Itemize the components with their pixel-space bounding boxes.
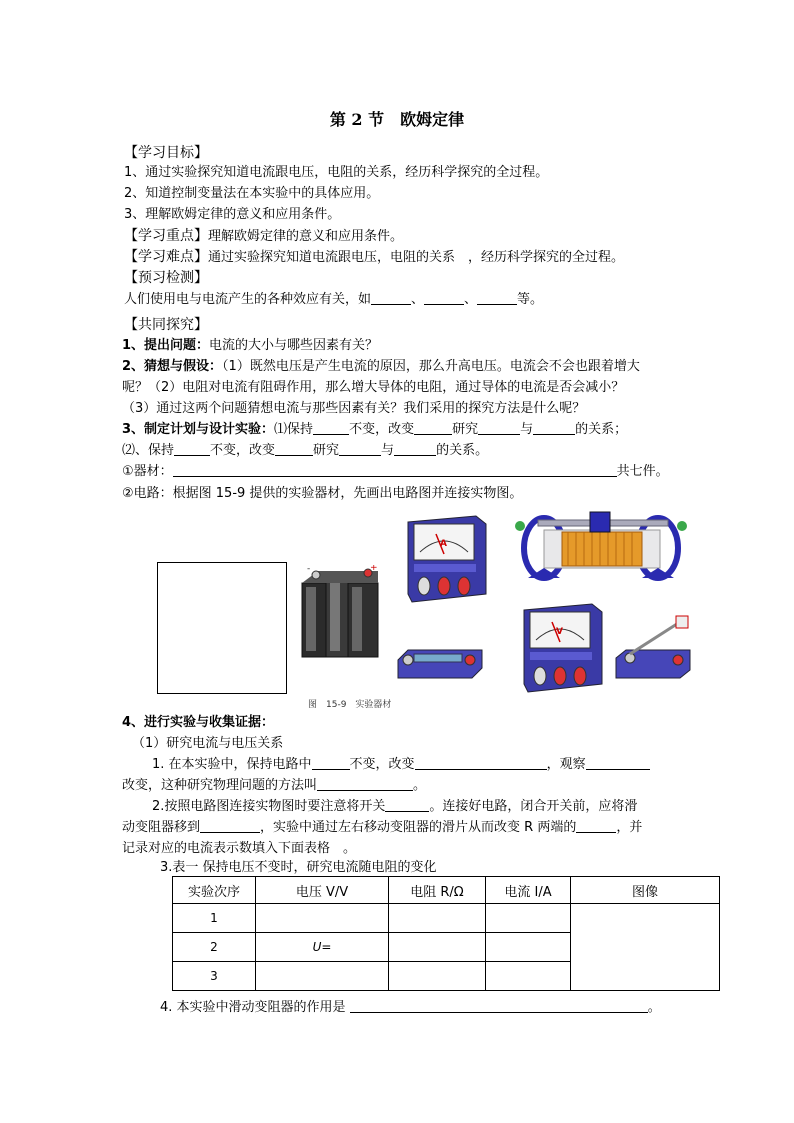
goals-header: 【学习目标】	[124, 145, 208, 161]
text: ①器材：	[122, 464, 173, 479]
text: 的关系；	[575, 422, 628, 437]
table-cell: 1	[173, 904, 256, 933]
text: 与	[381, 443, 395, 458]
blank[interactable]	[533, 420, 575, 435]
text: 。	[413, 778, 427, 793]
step-4-sub-1: （1）研究电流与电压关系	[132, 736, 284, 751]
goal-3: 3、理解欧姆定律的意义和应用条件。	[124, 207, 341, 222]
resistor-icon	[394, 640, 486, 682]
table-cell[interactable]	[486, 962, 571, 991]
blank[interactable]	[312, 755, 350, 770]
text: ，并	[616, 820, 643, 835]
header-cell: 电压 V/V	[256, 877, 389, 904]
separator: 、	[411, 292, 425, 307]
blank[interactable]	[313, 420, 349, 435]
question-2-text: （1）既然电压是产生电流的原因，那么升高电压。电流会不会也跟着增大	[222, 359, 640, 374]
voltmeter-icon	[516, 602, 606, 694]
figure-caption: 图 15-9 实验器材	[308, 700, 392, 710]
header-cell: 电流 I/A	[486, 877, 571, 904]
difficulty-line	[124, 247, 624, 268]
text: 研究	[452, 422, 479, 437]
blank[interactable]	[317, 776, 413, 791]
blank[interactable]	[478, 420, 520, 435]
text: 1. 在本实验中，保持电路中	[152, 757, 312, 772]
paragraph-1	[152, 755, 650, 775]
table-cell: 3	[173, 962, 256, 991]
blank[interactable]	[371, 290, 411, 305]
text: 不变，改变	[210, 443, 276, 458]
text: 研究	[313, 443, 340, 458]
ammeter-icon	[398, 514, 490, 604]
svg-text:-: -	[307, 565, 311, 574]
blank[interactable]	[415, 755, 547, 770]
text: 改变，这种研究物理问题的方法叫	[122, 778, 318, 793]
question-2	[122, 357, 640, 377]
question-1	[122, 336, 378, 356]
paragraph-1-cont	[122, 776, 426, 796]
text: ⑴保持	[274, 422, 314, 437]
table-cell[interactable]	[486, 904, 571, 933]
text: ，观察	[546, 757, 586, 772]
text: 4. 本实验中滑动变阻器的作用是	[160, 1000, 346, 1015]
question-2-cont2: （3）通过这两个问题猜想电流与那些因素有关？我们采用的探究方法是什么呢？	[122, 401, 586, 416]
text: 与	[520, 422, 534, 437]
blank[interactable]	[414, 420, 452, 435]
key-point-header: 【学习重点】	[124, 228, 208, 244]
text: 2.按照电路图连接实物图时要注意将开关	[152, 799, 386, 814]
question-3-cont	[122, 441, 488, 461]
question-3-label: 3、制定计划与设计实验：	[122, 422, 275, 437]
preview-text-a: 人们使用电与电流产生的各种效应有关，如	[124, 292, 372, 307]
table-cell[interactable]	[389, 904, 486, 933]
table-cell[interactable]	[256, 904, 389, 933]
table-cell[interactable]: U=	[256, 933, 389, 962]
goal-2: 2、知道控制变量法在本实验中的具体应用。	[124, 186, 380, 201]
key-point-line	[124, 226, 403, 247]
blank[interactable]	[477, 290, 517, 305]
header-cell: 电阻 R/Ω	[389, 877, 486, 904]
table-cell[interactable]	[486, 933, 571, 962]
text: 的关系。	[436, 443, 489, 458]
text: 共七件。	[616, 464, 669, 479]
key-point-text: 理解欧姆定律的意义和应用条件。	[208, 229, 404, 244]
text: ，实验中通过左右移动变阻器的滑片从而改变 R 两端的	[260, 820, 577, 835]
blank[interactable]	[339, 441, 381, 456]
table-cell[interactable]	[256, 962, 389, 991]
blank[interactable]	[174, 441, 210, 456]
step-4-header: 4、进行实验与收集证据：	[122, 715, 275, 730]
blank[interactable]	[350, 998, 648, 1013]
table-cell: 2	[173, 933, 256, 962]
text: 动变阻器移到	[122, 820, 201, 835]
table-cell[interactable]	[389, 933, 486, 962]
separator: 、	[464, 292, 478, 307]
table-cell[interactable]	[389, 962, 486, 991]
ammeter-letter: A	[440, 539, 447, 549]
difficulty-text: 通过实验探究知道电流跟电压，电阻的关系 ，经历科学探究的全过程。	[208, 250, 625, 265]
circuit-drawing-box[interactable]	[157, 562, 287, 694]
graph-cell[interactable]	[571, 904, 720, 991]
difficulty-header: 【学习难点】	[124, 249, 208, 265]
preview-text-b: 等。	[517, 292, 544, 307]
header-cell: 图像	[571, 877, 720, 904]
text: 不变，改变	[349, 422, 415, 437]
blank[interactable]	[576, 818, 616, 833]
data-table	[172, 876, 720, 991]
battery-icon	[298, 565, 382, 661]
rheostat-icon	[510, 510, 690, 586]
question-2-label: 2、猜想与假设：	[122, 359, 223, 374]
blank[interactable]	[275, 441, 313, 456]
blank[interactable]	[200, 818, 260, 833]
text: 不变，改变	[349, 757, 415, 772]
circuit-line: ②电路：根据图 15-9 提供的实验器材，先画出电路图并连接实物图。	[122, 486, 523, 501]
voltmeter-letter: V	[556, 627, 563, 637]
equipment-blank[interactable]	[173, 462, 617, 477]
paragraph-2-cont	[122, 818, 642, 838]
goal-1: 1、通过实验探究知道电流跟电压，电阻的关系，经历科学探究的全过程。	[124, 165, 549, 180]
question-3	[122, 420, 627, 440]
explore-header: 【共同探究】	[124, 317, 208, 333]
svg-text:+: +	[370, 565, 378, 573]
blank[interactable]	[385, 797, 429, 812]
paragraph-4	[160, 998, 661, 1018]
table-row	[173, 904, 720, 933]
blank[interactable]	[394, 441, 436, 456]
text: ⑵、保持	[122, 443, 175, 458]
text: 。	[647, 1000, 661, 1015]
text: 。连接好电路，闭合开关前，应将滑	[429, 799, 638, 814]
equipment-line	[122, 462, 669, 482]
switch-icon	[614, 612, 692, 682]
page-title: 第 2 节 欧姆定律	[329, 110, 465, 129]
preview-line	[124, 290, 543, 310]
paragraph-2	[152, 797, 637, 817]
question-1-label: 1、提出问题：	[122, 338, 210, 353]
table-header-row	[173, 877, 720, 904]
header-cell: 实验次序	[173, 877, 256, 904]
table-caption: 3.表一 保持电压不变时，研究电流随电阻的变化	[160, 860, 437, 875]
question-2-cont: 呢？（2）电阻对电流有阻碍作用，那么增大导体的电阻，通过导体的电流是否会减小？	[122, 380, 625, 395]
preview-header: 【预习检测】	[124, 270, 208, 286]
question-1-text: 电流的大小与哪些因素有关？	[209, 338, 379, 353]
blank[interactable]	[424, 290, 464, 305]
paragraph-2-cont2: 记录对应的电流表示数填入下面表格 。	[122, 841, 357, 856]
blank[interactable]	[586, 755, 650, 770]
